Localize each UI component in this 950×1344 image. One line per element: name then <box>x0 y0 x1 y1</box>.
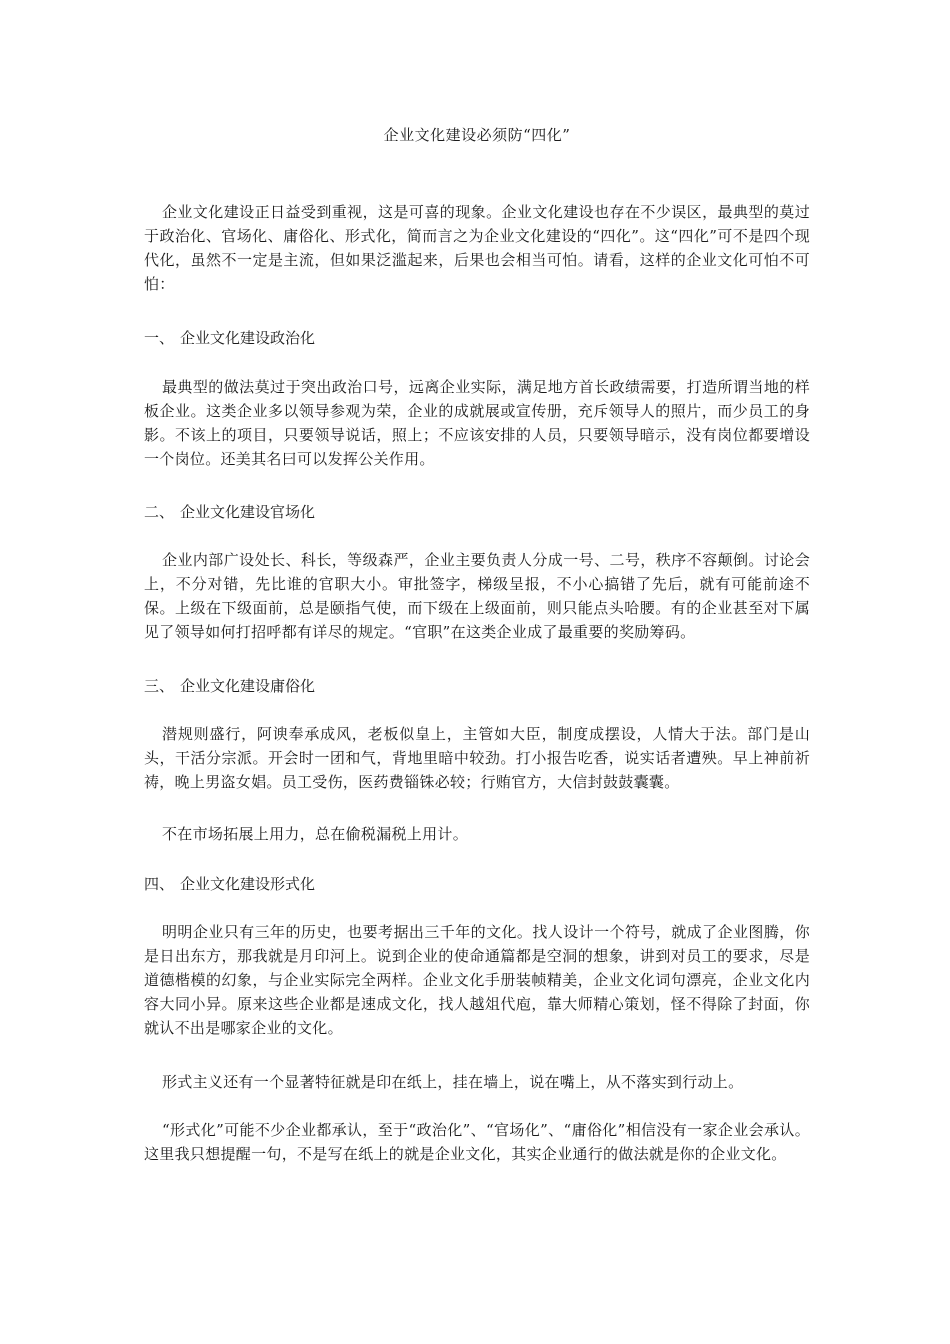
section-2-number: 二、 <box>144 503 175 521</box>
section-1-number: 一、 <box>144 329 175 347</box>
section-1-paragraph: 最典型的做法莫过于突出政治口号，远离企业实际，满足地方首长政绩需要，打造所谓当地的样板企业。这类企业多以领导参观为荣，企业的成就展或宣传册，充斥领导人的照片，而少员工的身影。不该上的项目，只要领导说话，照上；不应该安排的人员，只要领导暗示，没有岗位都要增设一个岗位。还美其名曰可以发挥公关作用。 <box>144 378 810 468</box>
document-title: 企业文化建设必须防“四化” <box>383 126 571 144</box>
section-3-paragraph-2: 不在市场拓展上用力，总在偷税漏税上用计。 <box>162 825 469 843</box>
section-3-number: 三、 <box>144 677 175 695</box>
section-1-heading <box>144 326 810 350</box>
section-3-title: 企业文化建设庸俗化 <box>180 677 316 695</box>
section-3-heading <box>144 674 810 698</box>
section-4-paragraph-2: 形式主义还有一个显著特征就是印在纸上，挂在墙上，说在嘴上，从不落实到行动上。 <box>162 1073 744 1091</box>
section-4-number: 四、 <box>144 875 175 893</box>
section-2-title: 企业文化建设官场化 <box>180 503 316 521</box>
section-4-paragraph-1: 明明企业只有三年的历史，也要考据出三千年的文化。找人设计一个符号，就成了企业图腾，你是日出东方，那我就是月印河上。说到企业的使命通篇都是空洞的想象，讲到对员工的要求，尽是道德楷模的幻象，与企业实际完全两样。企业文化手册装帧精美，企业文化词句漂亮，企业文化内容大同小异。原来这些企业都是速成文化，找人越俎代庖，靠大师精心策划，怪不得除了封面，你就认不出是哪家企业的文化。 <box>144 923 810 1037</box>
section-2-heading <box>144 500 810 524</box>
section-4-heading <box>144 872 810 896</box>
section-4-title: 企业文化建设形式化 <box>180 875 316 893</box>
section-3-paragraph-1: 潜规则盛行，阿谀奉承成风，老板似皇上，主管如大臣，制度成摆设，人情大于法。部门是山头，干活分宗派。开会时一团和气，背地里暗中较劲。打小报告吃香，说实话者遭殃。早上神前祈祷，晚上男盗女娼。员工受伤，医药费锱铢必较；行贿官方，大信封鼓鼓囊囊。 <box>144 725 810 791</box>
section-4-paragraph-3: “形式化”可能不少企业都承认，至于“政治化”、“官场化”、“庸俗化”相信没有一家企业会承认。这里我只想提醒一句，不是写在纸上的就是企业文化，其实企业通行的做法就是你的企业文化。 <box>144 1121 810 1163</box>
intro-paragraph: 企业文化建设正日益受到重视，这是可喜的现象。企业文化建设也存在不少误区，最典型的莫过于政治化、官场化、庸俗化、形式化，简而言之为企业文化建设的“四化”。这“四化”可不是四个现代化，虽然不一定是主流，但如果泛滥起来，后果也会相当可怕。请看，这样的企业文化可怕不可怕： <box>144 203 810 293</box>
section-1-title: 企业文化建设政治化 <box>180 329 316 347</box>
section-2-paragraph: 企业内部广设处长、科长，等级森严，企业主要负责人分成一号、二号，秩序不容颠倒。讨论会上，不分对错，先比谁的官职大小。审批签字，梯级呈报，不小心搞错了先后，就有可能前途不保。上级在下级面前，总是颐指气使，而下级在上级面前，则只能点头哈腰。有的企业甚至对下属见了领导如何打招呼都有详尽的规定。“官职”在这类企业成了最重要的奖励筹码。 <box>144 551 810 641</box>
